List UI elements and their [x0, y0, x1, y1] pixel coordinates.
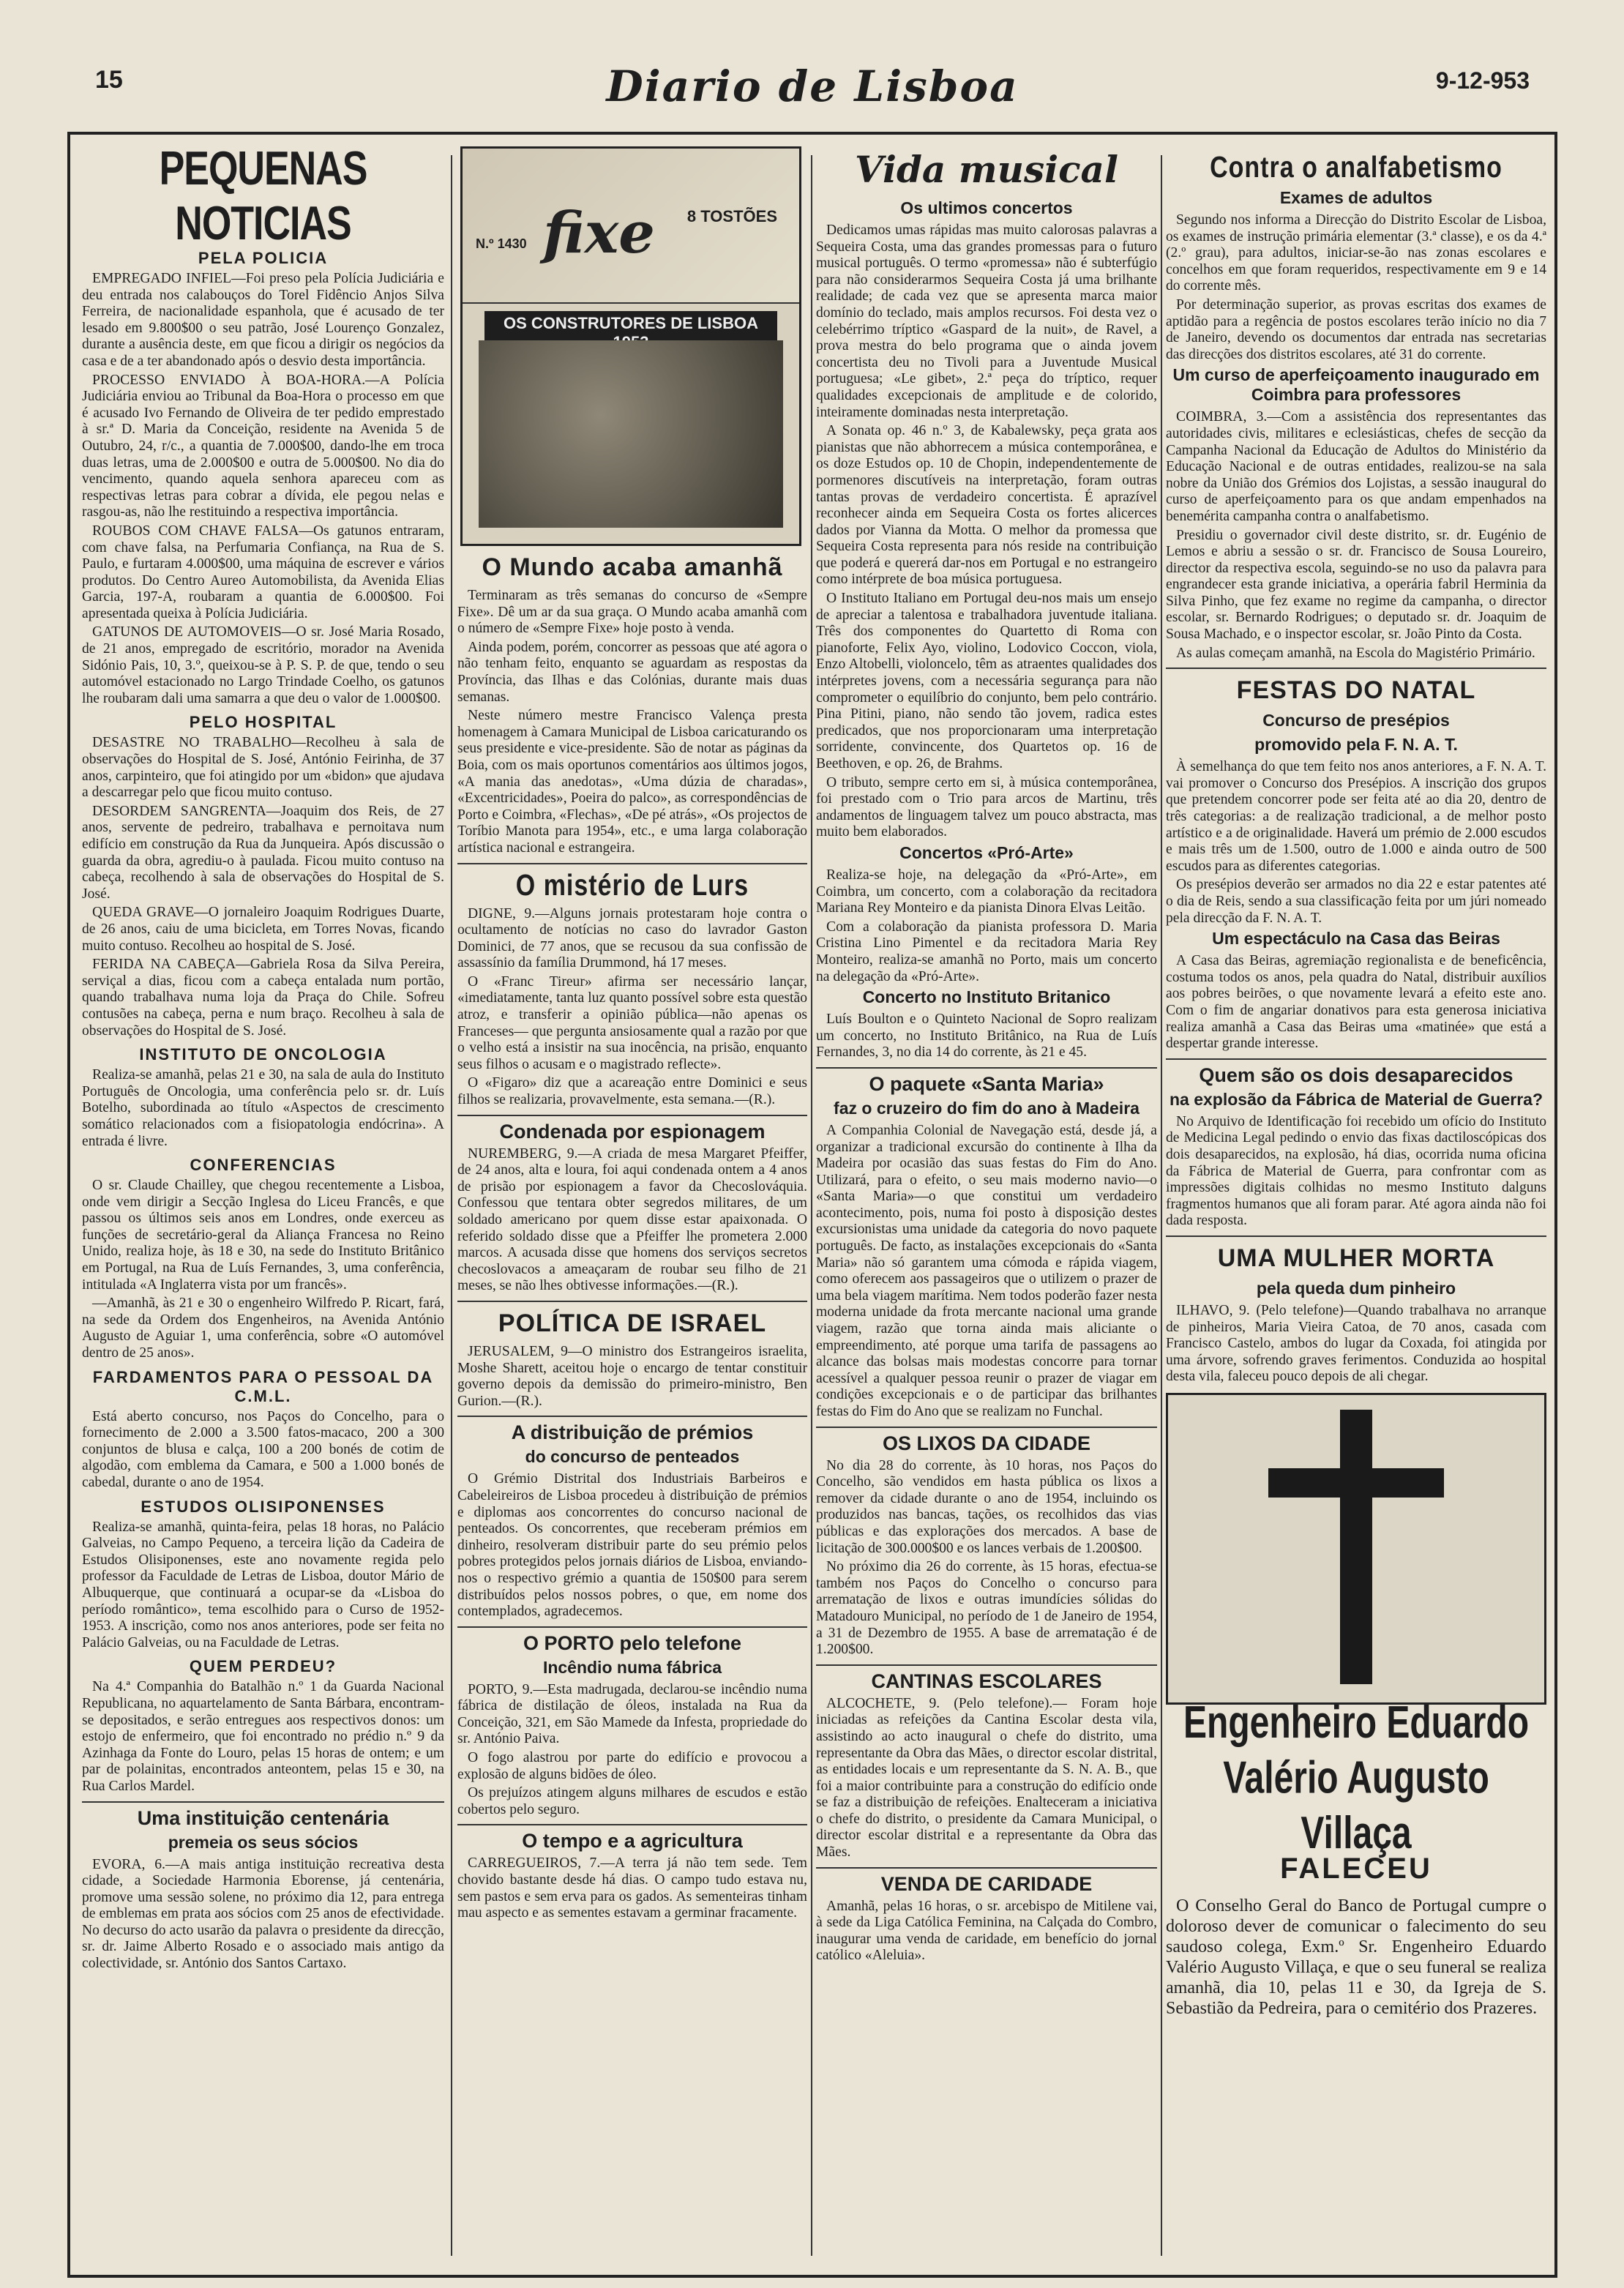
- column-rule: [811, 155, 812, 2256]
- article-headline: FESTAS DO NATAL: [1236, 676, 1476, 705]
- article-headline: Uma instituição centenária: [137, 1806, 389, 1829]
- paragraph: ILHAVO, 9. (Pelo telefone)—Quando trabalhava no arranque de pinheiros, Maria Vieira Catoa, de 70 anos, casada com Francisco Castelo, ambos do lugar da Coxada, foi atingida por uma árvore, sofrendo graves ferimentos. Conduzida ao hospital desta vila, faleceu pouco depois de ali chegar.: [1166, 1302, 1546, 1385]
- paragraph: Realiza-se amanhã, quinta-feira, pelas 18 horas, no Palácio Galveias, no Campo Pequeno, a terceira lição da Cadeira de Estudos Olisiponenses, este ano novamente regida pelo professor da Faculdade de Letras de Lisboa, doutor Mário de Albuquerque, que continuará a ocupar-se da «Lisboa do período romântico», tema escolhido para o Curso de 1952-1953. A inscrição, como nos anos anteriores, pode ser feita no Palácio Galveias, ou na Faculdade de Letras.: [82, 1519, 444, 1650]
- cross-icon: [1268, 1468, 1444, 1498]
- article-subheadline: do concurso de penteados: [525, 1447, 740, 1467]
- column-1: [82, 146, 444, 2269]
- cover-caption: OS CONSTRUTORES DE LISBOA: [484, 311, 777, 355]
- paragraph: Dedicamos umas rápidas mas muito calorosas palavras a Sequeira Costa, uma das grandes promessas para o futuro musical português. O termo «promessa» não é subterfúgio para não considerarmos Sequeira Costa já uma brilhante realidade; de cada vez que se apresenta marca maior domínio do teclado, mais amplos recursos. Foi desta vez o celebérrimo tríptico «Gaspard de la nuit», de Ravel, a prova mestra do belo programa que o ainda jovem concertista deu no Tivoli para a Juventude Musical portuguesa; «Le gibet», 2.ª peça do tríptico, requer qualidades excepcionais de amplitude e de colorido, inteiramente dominadas nesta interpretação.: [816, 223, 1157, 420]
- paragraph: Realiza-se amanhã, pelas 21 e 30, na sala de aula do Instituto Português de Oncologia, uma conferência pelo sr. dr. Luís Botelho, subordinada ao título «Aspectos de crescimento somático relacionados com a fisiopatologia endócrina». A entrada é livre.: [82, 1067, 444, 1149]
- article-headline: UMA MULHER MORTA: [1217, 1244, 1495, 1272]
- divider: [457, 863, 807, 864]
- divider: [816, 1427, 1157, 1428]
- article-subheadline: pela queda dum pinheiro: [1256, 1278, 1456, 1298]
- article-headline: Condenada por espionagem: [499, 1120, 766, 1143]
- article-headline: O PORTO pelo telefone: [523, 1631, 742, 1654]
- article-subheadline: Incêndio numa fábrica: [542, 1657, 722, 1677]
- obituary-faleceu: FALECEU: [1280, 1852, 1432, 1885]
- subsection-heading: INSTITUTO DE ONCOLOGIA: [139, 1045, 387, 1064]
- article-subheadline: Concurso de presépios: [1262, 711, 1450, 730]
- paragraph: PROCESSO ENVIADO À BOA-HORA.—A Polícia Judiciária enviou ao Tribunal da Boa-Hora o processo em que é acusado Ivo Fernando de Oliveira de ter pedido emprestado à sr.ª D. Maria da Conceição, residente na Avenida 5 de Outubro, 24, r/c., a quantia de 7.000$00, dando-lhe em troca duas letras, uma de 2.000$00 e outra de 5.000$00. No dia do vencimento, quando aquela senhora apareceu com as respectivas letras para cobrar a dívida, ele pegou nelas e rasgou-as, não lhe restituindo a respectiva importância.: [82, 372, 444, 520]
- cross-icon: [1340, 1410, 1372, 1684]
- cover-issue-number: N.º 1430: [476, 236, 527, 251]
- paragraph: Segundo nos informa a Direcção do Distrito Escolar de Lisboa, os exames de instrução primária elementar (3.ª classe), e os da 4.ª (2.º grau), para adultos, iniciar-se-ão nas zonas escolares e concelhos em que foram requeridos, respectivamente em 9 e 14 do corrente mês.: [1166, 212, 1546, 294]
- paragraph: Com a colaboração da pianista professora D. Maria Cristina Lino Pimentel e da recitadora Maria Rey Monteiro, realiza-se amanhã no Porto, mais um concerto na delegação da «Pró-Arte».: [816, 919, 1157, 984]
- paragraph: À semelhança do que tem feito nos anos anteriores, a F. N. A. T. vai promover o Concurso dos Presépios. A inscrição dos grupos que pretendem concorrer pode ser feita até ao dia 20, dentro de três categorias: a de realização tradicional, a de melhor posto artístico e a de originalidade. Haverá um prémio de 2.000 escudos e mais três um de 1.500, outro de 1.000 e ainda outro de 500 escudos para as diferentes categorias.: [1166, 759, 1546, 874]
- article-headline: O tempo e a agricultura: [522, 1830, 743, 1853]
- page-number: 15: [95, 66, 123, 94]
- paragraph: —Amanhã, às 21 e 30 o engenheiro Wilfredo P. Ricart, fará, na sede da Ordem dos Engenheiros, na Avenida António Augusto de Aguiar 1, uma conferência, sobre «O automóvel dentro de 25 anos».: [82, 1296, 444, 1361]
- paragraph: A Casa das Beiras, agremiação regionalista e de beneficência, costuma todos os anos, pela quadra do Natal, distribuir auxílios aos pobres beirões, o que novamente levará a efeito este ano. Com o fim de angariar donativos para esta generosa iniciativa realiza amanhã a Casa das Beiras uma «matinée» que está a despertar grande interesse.: [1166, 953, 1546, 1052]
- article-headline: Quem são os dois desaparecidos: [1199, 1063, 1513, 1086]
- section-title: PEQUENAS NOTICIAS: [159, 146, 367, 250]
- divider: [1166, 1058, 1546, 1060]
- divider: [1166, 668, 1546, 669]
- divider: [1166, 1235, 1546, 1237]
- paragraph: Presidiu o governador civil deste distrito, sr. dr. Eugénio de Lemos e abriu a sessão o sr. dr. Francisco de Sousa Loureiro, director da respectiva escola, seguindo-se no uso da palavra para engrandecer esta grande iniciativa, a operária fabril Herminia da Silva Pinho, que fez exame no regime da campanha, o director escolar, sr. Bernardo Rodrigues; o deputado sr. dr. Joaquim de Sousa Machado, e o inspector escolar, sr. João Pinto da Costa.: [1166, 527, 1546, 643]
- paragraph: O sr. Claude Chailley, que chegou recentemente a Lisboa, onde vem dirigir a Secção Inglesa do Liceu Francês, e que passou os últimos seis anos em Londres, onde exerceu as funções de secretário-geral da Aliança Francesa no Reino Unido, realiza hoje, às 18 e 30, na sede do Instituto Britânico em Portugal, na Rua de Luís Fernandes, 3, uma conferência, intitulada «A Inglaterra vista por um francês».: [82, 1178, 444, 1293]
- paragraph: Na 4.ª Companhia do Batalhão n.º 1 da Guarda Nacional Republicana, no aquartelamento de Santa Bárbara, encontram-se depositados, e serão entregues aos respectivos donos: um estojo de enfermeiro, que foi encontrado no prédio n.º 9 da Azinhaga da Fonte do Louro, pelas 15 horas de ontem; e um par de polainitas, encontrados anteontem, pelas 15 e 30, na Rua Carlos Mardel.: [82, 1679, 444, 1794]
- article-subheadline: premeia os seus sócios: [168, 1832, 359, 1852]
- paragraph: COIMBRA, 3.—Com a assistência dos representantes das autoridades civis, militares e eclesiásticas, chefes de secção da Campanha Nacional da Educação de Adultos do Ministério da Educação Nacional e de outras entidades, realizou-se na sala nobre da União dos Grémios dos Lojistas, a sessão inaugural do curso de aperfeiçoamento para os que andam empenhados na benemérita campanha contra o analfabetismo.: [1166, 409, 1546, 524]
- divider: [457, 1824, 807, 1825]
- article-headline: OS LIXOS DA CIDADE: [882, 1432, 1091, 1454]
- paragraph: PORTO, 9.—Esta madrugada, declarou-se incêndio numa fábrica de distilação de óleos, instalada na Rua da Conceição, 321, em São Mamede da Infesta, propriedade do sr. António Paiva.: [457, 1681, 807, 1747]
- paragraph: GATUNOS DE AUTOMOVEIS—O sr. José Maria Rosado, de 21 anos, empregado de escritório, morador na Avenida Sidónio Pais, 10, 3.º, queixou-se à P. S. P. de que, tendo o seu automóvel estacionado no Largo Trindade Coelho, os gatunos lhe roubaram dali uma samarra a que deu o valor de 1.000$00.: [82, 624, 444, 706]
- article-headline: VENDA DE CARIDADE: [880, 1872, 1093, 1895]
- article-subheadline: Um espectáculo na Casa das Beiras: [1212, 929, 1500, 949]
- paragraph: Amanhã, pelas 16 horas, o sr. arcebispo de Mitilene vai, à sede da Liga Católica Feminina, na Calçada do Combro, inaugurar uma venda de caridade, em benefício do jornal católico «Aleluia».: [816, 1898, 1157, 1964]
- paragraph: Terminaram as três semanas do concurso de «Sempre Fixe». Dê um ar da sua graça. O Mundo acaba amanhã com o número de «Sempre Fixe» hoje posto à venda.: [457, 588, 807, 637]
- article-headline: O Mundo acaba amanhã: [482, 553, 783, 581]
- newspaper-title: Diario de Lisboa: [606, 61, 1019, 111]
- paragraph: O Instituto Italiano em Portugal deu-nos mais um ensejo de apreciar a talentosa e trabalhadora juventude italiana. Três dos componentes do Quartetto di Roma con pianoforte, Felix Ayo, violino, Lodovico Coccon, viola, Enzo Altobelli, violoncelo, têm as atraentes qualidades dos intérpretes jovens, com a necessária segurança para não comprometer o equilíbrio do conjunto, bem pelo contrário. Pina Pitini, piano, não sendo tão jovem, radica estes predicados, que nos proporcionaram uma interpretação sorridente, convincente, dos Quartetos op. 16 de Beethoven, e op. 26, de Brahms.: [816, 591, 1157, 771]
- paragraph: No dia 28 do corrente, às 10 horas, nos Paços do Concelho, são vendidos em hasta pública os lixos a remover da cidade durante o ano de 1954, incluindo os produzidos nas bancas, tações, os recolhidos das vias públicas e das explorações dos mercados. A base de licitação de 300.000$00 e os lances verbais de 1.200$00.: [816, 1457, 1157, 1556]
- subsection-heading: FARDAMENTOS PARA O PESSOAL DA C.M.L.: [92, 1367, 434, 1405]
- paragraph: EVORA, 6.—A mais antiga instituição recreativa desta cidade, a Sociedade Harmonia Eborense, já centenária, promove uma sessão solene, no próximo dia 12, para entrega de emblemas em prata aos sócios com 25 anos de efectividade. No decurso do acto usarão da palavra o presidente da direcção, sr. dr. Jaime Alberto Rosado e o associado mais antigo da colectividade, sr. António dos Santos Cartaxo.: [82, 1856, 444, 1972]
- article-headline: A distribuição de prémios: [511, 1421, 754, 1444]
- article-headline: POLÍTICA DE ISRAEL: [498, 1309, 767, 1337]
- paragraph: O tributo, sempre certo em si, à música contemporânea, foi prestado com o Trio para arcos de Martinu, três andamentos de linguagem talvez um pouco abstracta, mas muito bem elaborados.: [816, 774, 1157, 840]
- divider: [457, 1626, 807, 1628]
- paragraph: A Companhia Colonial de Navegação está, desde já, a organizar a tradicional excursão do continente à Ilha da Madeira por ocasião das suas festas do Fim do Ano. Utilizará, para o efeito, o seu mais moderno navio—o «Santa Maria»—o que constitui um verdadeiro acontecimento, pois, numa foi posto à disposição destes excursionistas uma unidade da categoria do novo paquete português. De facto, as instalações excepcionais do «Santa Maria» não só garantem uma cómoda e rápida viagem, como oferecem aos passageiros que o utilizem o prazer de uma bela viagem marítima. Nem todos poderão fazer nesta moderna unidade da frota mercante nacional uma grande viagem, razão que torna ainda mais aliciante o empreendimento, até porque uma tarifa de passagens ao alcance das bolsas mais modestas concorre para tornar acessível a qualquer pessoa reunir o prazer de viagar em condições excepcionais e o de participar das brilhantes festas do Fim do Ano que se realizam no Funchal.: [816, 1122, 1157, 1419]
- paragraph: FERIDA NA CABEÇA—Gabriela Rosa da Silva Pereira, serviçal a dias, ficou com a cabeça entalada num portão, quando trabalhava numa loja da Praça do Chile. Sofreu contusões na cabeça, perna e num braço. Recolheu à sala de observações do Hospital de S. José.: [82, 957, 444, 1039]
- paragraph: Luís Boulton e o Quinteto Nacional de Sopro realizam um concerto, no Instituto Britânico, na Rua de Luís Fernandes, 3, no dia 14 do corrente, às 21 e 45.: [816, 1012, 1157, 1061]
- paragraph: ROUBOS COM CHAVE FALSA—Os gatunos entraram, com chave falsa, na Perfumaria Confiança, na Rua de S. Paulo, e furtaram 4.000$00, uma máquina de escrever e vários produtos. Do Centro Aureo Automobilista, da Avenida Elias Garcia, 197-A, roubaram a quantia de 6.000$00. Foi apresentada queixa à Polícia Judiciária.: [82, 523, 444, 621]
- paragraph: As aulas começam amanhã, na Escola do Magistério Primário.: [1176, 645, 1535, 661]
- paragraph: Por determinação superior, as provas escritas dos exames de aptidão para a regência de postos escolares terão início no dia 7 de Janeiro, devendo os documentos dar entrada nas secretarias das direcções dos distritos escolares, até 31 do corrente.: [1166, 296, 1546, 362]
- paragraph: No próximo dia 26 do corrente, às 15 horas, efectua-se também nos Paços do Concelho o concurso para arrematação de lixos e outras imundícies sólidas do Matadouro Municipal, no período de 1 de Janeiro de 1954, a 31 de Dezembro de 1955. A base de arrematação é de 1.200$00.: [816, 1559, 1157, 1658]
- paragraph: O Conselho Geral do Banco de Portugal cumpre o doloroso dever de comunicar o falecimento do seu saudoso colega, Exm.º Sr. Engenheiro Eduardo Valério Augusto Villaça, e que o seu funeral se realiza amanhã, dia 10, pelas 11 e 30, da Igreja de S. Sebastião da Pedreira, para o cemitério dos Prazeres.: [1166, 1896, 1546, 2018]
- paragraph: DESASTRE NO TRABALHO—Recolheu à sala de observações do Hospital de S. José, António Feirinha, de 37 anos, carpinteiro, que foi atingido por um «bidon» que ajudava a descarregar pelo que ficou muito contuso.: [82, 735, 444, 801]
- subsection-heading: PELO HOSPITAL: [189, 713, 337, 732]
- paragraph: DESORDEM SANGRENTA—Joaquim dos Reis, de 27 anos, servente de pedreiro, trabalhava e pernoitava num edifício em construção da Rua da Junqueira. Após discussão o guarda da obra, agrediu-o à paulada. Ficou muito contuso na cabeça, recolhendo à sala de observações do Hospital de S. José.: [82, 803, 444, 902]
- paragraph: A Sonata op. 46 n.º 3, de Kabalewsky, peça grata aos pianistas que não abhorrecem a música contemporânea, e os doze Estudos op. 10 de Chopin, independentemente de pormenores discutíveis na interpretação, foram outras tantas provas de verdadeiro concertista. É aprazível reconhecer ainda em Sequeira Costa os fortes alicerces dados por Vianna da Motta. O melhor da promessa que Sequeira Costa representa para nós reside na contribuição que poderá e quererá dar-nos em Portugal e no estrangeiro como intérprete de boa música portuguesa.: [816, 423, 1157, 588]
- paragraph: QUEDA GRAVE—O jornaleiro Joaquim Rodrigues Duarte, de 26 anos, caiu de uma bicicleta, em Torres Novas, ficando muito contuso. Recolheu ao hospital de S. José.: [82, 905, 444, 954]
- obituary-cross-image: [1166, 1393, 1546, 1705]
- article-subheadline: promovido pela F. N. A. T.: [1254, 735, 1458, 755]
- paragraph: No Arquivo de Identificação foi recebido um ofício do Instituto de Medicina Legal pedindo o envio das fixas dactiloscópicas dos dois desaparecidos, na explosão, há dias, ocorrida numa oficina da Fábrica de Material de Guerra, para confrontar com as impressões digitais colhidas no mesmo Instituto dalguns fragmentos humanos que ali foram parar. Até agora ainda não foi dada resposta.: [1166, 1113, 1546, 1229]
- obituary-name: Engenheiro Eduardo Valério Augusto Villaça: [1183, 1697, 1530, 1859]
- paragraph: DIGNE, 9.—Alguns jornais protestaram hoje contra o ocultamento de notícias no caso do lavrador Gaston Dominici, de 77 anos, que se recusou da sua confissão de assassínio da família Drummond, há 17 meses.: [457, 905, 807, 971]
- divider: [457, 1416, 807, 1417]
- article-subheadline: Os ultimos concertos: [900, 198, 1073, 217]
- paragraph: NUREMBERG, 9.—A criada de mesa Margaret Pfeiffer, de 24 anos, alta e loura, foi aqui condenada ontem a 4 anos de prisão por espionagem a favor da Checoslováquia. Confessou que tentara obter segredos militares, de um soldado americano por quem disse estar apaixonada. O referido soldado disse que a Pfeiffer lhe prometera 2.000 marcos. A acusada disse que homens dos serviços secretos checoslovacos a ameaçaram de roubar seu filho de 21 meses, se não lhes obtivesse informações.—(R.).: [457, 1145, 807, 1294]
- paragraph: JERUSALEM, 9—O ministro dos Estrangeiros israelita, Moshe Sharett, aceitou hoje o encargo de tentar constituir governo depois da demissão do primeiro-ministro, Ben Gurion.—(R.).: [457, 1343, 807, 1409]
- paragraph: O «Figaro» diz que a acareação entre Dominici e seus filhos se realizaria, provavelmente, esta semana.—(R.).: [457, 1075, 807, 1108]
- divider: [457, 1301, 807, 1302]
- paragraph: CARREGUEIROS, 7.—A terra já não tem sede. Tem chovido bastante desde há dias. O campo tudo estava nu, sem pastos e sem erva para os gados. As sementeiras tinham mau aspecto e as sementes estavam a germinar fracamente.: [457, 1855, 807, 1921]
- divider: [457, 1115, 807, 1116]
- column-3: [816, 146, 1157, 2269]
- column-rule: [451, 155, 452, 2256]
- article-subheadline: Exames de adultos: [1279, 188, 1433, 207]
- paragraph: O Grémio Distrital dos Industriais Barbeiros e Cabeleireiros de Lisboa procedeu à distribuição de prémios e diplomas aos concorrentes do concurso nacional de penteados. Os concorrentes, que receberam prémios em dinheiro, resolveram distribuir parte do seu prémio pelos pobres protegidos pelos jornais diários de Lisboa, enviando-nos o respectivo grémio a quantia de 150$00 para serem distribuídos pelos nossos pobres, o que, em nome dos contemplados, agradecemos.: [457, 1471, 807, 1620]
- article-subheadline: Concertos «Pró-Arte»: [899, 842, 1074, 862]
- paragraph: O «Franc Tireur» afirma ser necessário lançar, «imediatamente, tanta luz quanto possível sobre esta questão atroz, e transferir a opinião pública—não apenas os Franceses— que pergunta ansiosamente qual a razão por que o velho está a insistir na sua inocência, na prisão, enquanto seus filhos o acusam e o magistrado reflecte».: [457, 973, 807, 1072]
- paragraph: Está aberto concurso, nos Paços do Concelho, para o fornecimento de 2.000 a 3.500 fatos-macaco, 200 a 300 conjuntos de blusa e calça, 100 a 200 bonés de cotim de algodão, com emblema da Camara, e 500 a 1.000 bonés de cabedal, durante o ano de 1954.: [82, 1408, 444, 1490]
- paragraph: Realiza-se hoje, na delegação da «Pró-Arte», em Coimbra, um concerto, com a colaboração da recitadora Mariana Rey Monteiro e da pianista Dinora Elvas Leitão.: [816, 867, 1157, 916]
- subsection-heading: CONFERENCIAS: [190, 1156, 337, 1175]
- issue-date: 9-12-953: [1435, 67, 1530, 94]
- article-subheadline: Concerto no Instituto Britanico: [862, 987, 1111, 1007]
- article-subheadline: Um curso de aperfeiçoamento inaugurado em Coimbra para professores: [1172, 365, 1540, 405]
- divider: [816, 1664, 1157, 1666]
- paragraph: O fogo alastrou por parte do edifício e provocou a explosão de alguns bidões de óleo.: [457, 1750, 807, 1782]
- column-rule: [1161, 155, 1162, 2256]
- article-headline: O paquete «Santa Maria»: [869, 1072, 1104, 1095]
- paragraph: Os presépios deverão ser armados no dia 22 e estar patentes até o dia de Reis, sendo a sua classificação feita por um júri nomeado pela direcção da F. N. A. T.: [1166, 877, 1546, 926]
- article-subheadline: na explosão da Fábrica de Material de Guerra?: [1169, 1089, 1543, 1109]
- divider: [82, 1801, 444, 1803]
- masthead: [95, 61, 1530, 111]
- article-subheadline: faz o cruzeiro do fim do ano à Madeira: [834, 1098, 1140, 1118]
- magazine-cover-image: [460, 146, 801, 546]
- article-headline: CANTINAS ESCOLARES: [871, 1670, 1102, 1692]
- subsection-heading: QUEM PERDEU?: [189, 1657, 337, 1676]
- article-headline: O mistério de Lurs: [515, 868, 749, 902]
- section-title: Contra o analfabetismo: [1210, 151, 1503, 184]
- cover-illustration: [479, 340, 783, 528]
- subsection-heading: PELA POLICIA: [198, 249, 329, 267]
- subsection-heading: ESTUDOS OLISIPONENSES: [141, 1497, 386, 1516]
- cover-price: 8 TOSTÕES: [686, 207, 777, 225]
- paragraph: Ainda podem, porém, concorrer as pessoas que até agora o não tenham feito, enquanto se aguardam as respostas da Província, das Ilhas e das Colónias, durante mais duas semanas.: [457, 639, 807, 705]
- column-4: [1166, 146, 1546, 2269]
- divider: [816, 1867, 1157, 1869]
- paragraph: ALCOCHETE, 9. (Pelo telefone).— Foram hoje iniciadas as refeições da Cantina Escolar desta vila, assistindo ao acto inaugural o chefe do distrito, uma representante da Obra das Mães, o director escolar distrital, as entidades locais e um representante da S. N. A. B., que foi a maior contribuinte para a construção do edifício onde se faz a distribuição de refeições. Enalteceram a iniciativa o chefe do distrito, o presidente da Camara Municipal, o director escolar distrital e a representante da Obra das Mães.: [816, 1695, 1157, 1861]
- paragraph: Neste número mestre Francisco Valença presta homenagem à Camara Municipal de Lisboa caricaturando os seus presidente e vice-presidente. São de notar as páginas da Boia, com os mais oportunos comentários aos últimos jogos, «A mania das anedotas», «Uma dúzia de charadas», «Excentricidades», Poeira do palco», as correspondências de Porto e Coimbra, «Flechas», «De pé atrás», «Os projectos de Toríbio Manota para 1954», etc., e uma larga colaboração artística nacional e estrangeira.: [457, 708, 807, 856]
- section-title: Vida musical: [855, 148, 1118, 191]
- cover-logo: fixe: [543, 200, 655, 266]
- paragraph: Os prejuízos atingem alguns milhares de escudos e estão cobertos pelo seguro.: [457, 1785, 807, 1817]
- divider: [816, 1067, 1157, 1069]
- column-2: [457, 146, 807, 2269]
- paragraph: EMPREGADO INFIEL—Foi preso pela Polícia Judiciária e deu entrada nos calabouços do Torel Fidêncio Anjos Silva Ferreira, de nacionalidade espanhola, que é acusado de ter lesado em 9.800$00 o seu patrão, José Lourenço Gonzalez, durante a ausência deste, em que ficou a dirigir os negócios da casa e de a ter abandonado após o desvio desta importância.: [82, 271, 444, 369]
